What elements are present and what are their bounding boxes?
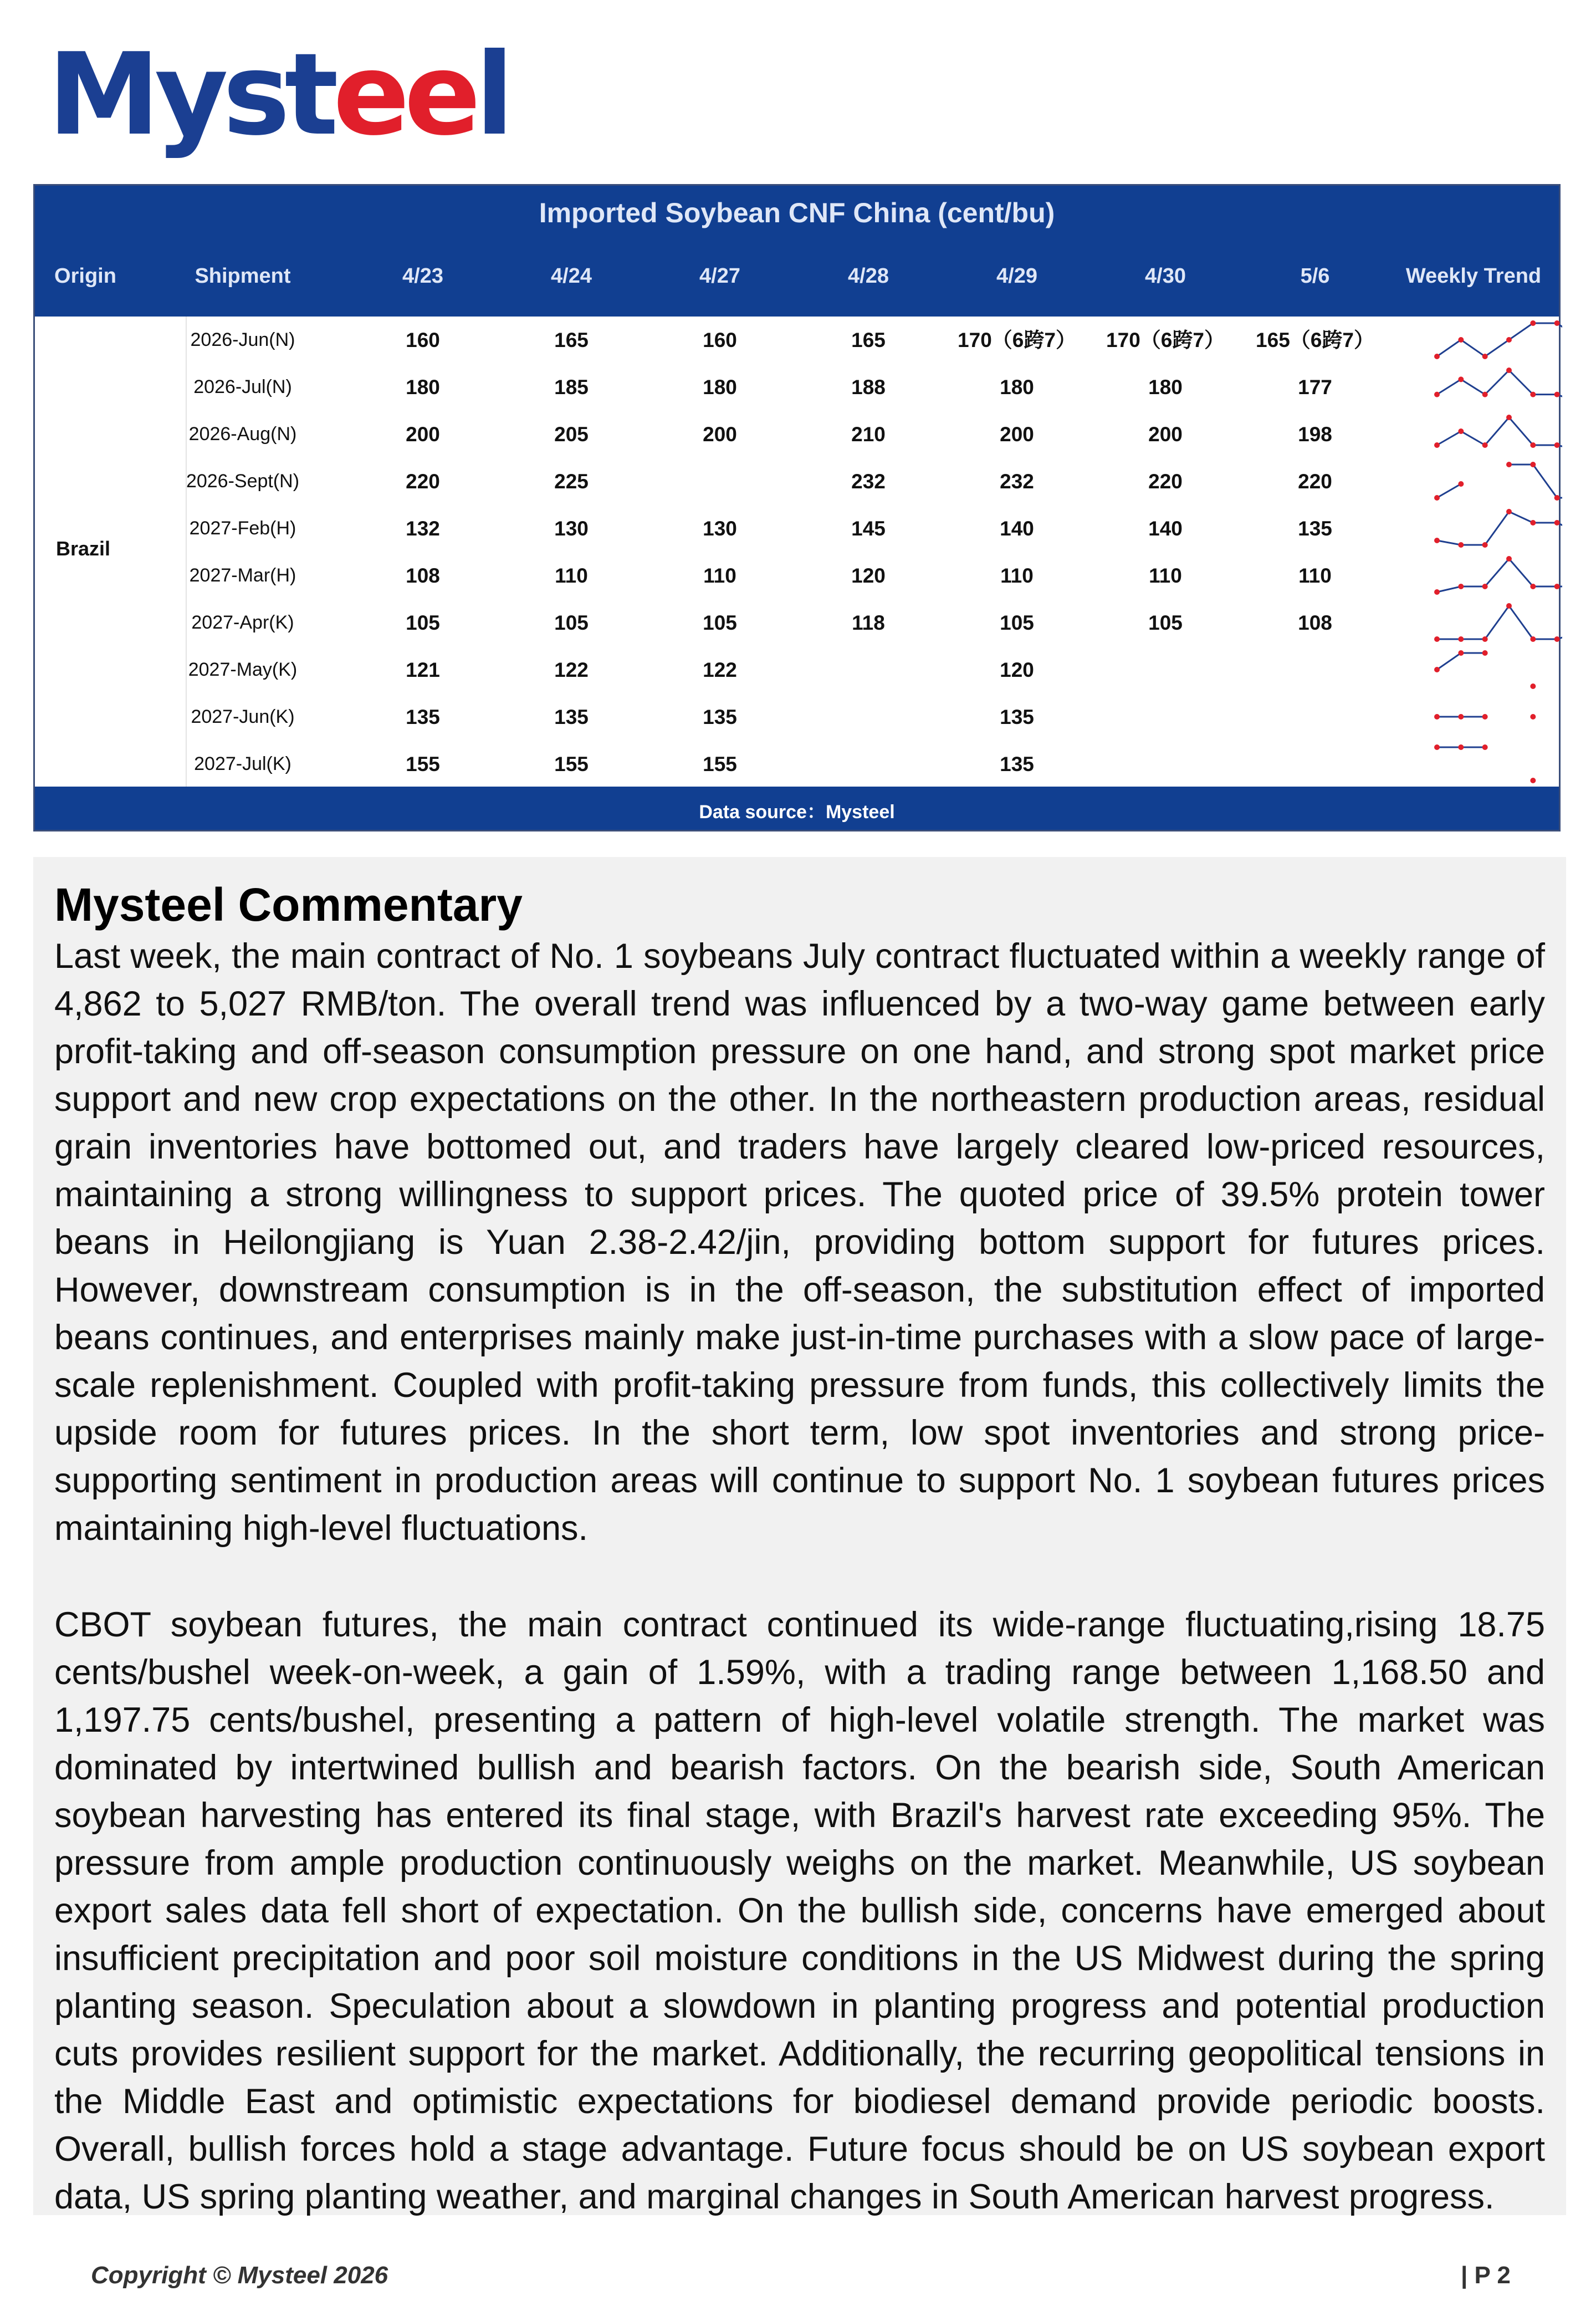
header-weekly-trend: Weekly Trend [1405,264,1542,288]
price-cell: 177 [1298,376,1332,399]
shipment-cell: 2026-Jul(N) [193,376,292,397]
trend-point [1434,354,1440,359]
trend-line [1437,484,1461,498]
trend-point [1434,667,1440,672]
weekly-trend-sparkline [35,411,1562,458]
trend-point [1530,442,1536,448]
header-date: 5/6 [1300,264,1330,288]
price-cell: 200 [1148,423,1183,446]
price-cell: 135 [406,706,440,728]
price-cell: 105 [1148,611,1183,634]
trend-point [1458,542,1464,548]
header-shipment: Shipment [195,264,291,288]
trend-point [1530,462,1536,467]
commentary-paragraph: CBOT soybean futures, the main contract continued its wide-range fluctuating,rising 18.75 cents/bushel week-on-week, a gain of 1.59%, with a trading range between 1,168.50 and 1,197.75 cents/bushel, presenting a pattern of high-level volatile strength. The market was dominated by intertwined bullish and bearish factors. On the bearish side, South American soybean harvesting has entered its final stage, with Brazil's harvest rate exceeding 95%. The pressure from ample production continuously weighs on the market. Meanwhile, US soybean export sales data fell short of expectation. On the bullish side, concerns have emerged about insufficient precipitation and poor soil moisture conditions in the US Midwest during the spring planting season. Speculation about a slowdown in planting progress and potential production cuts provides resilient support for the market. Additionally, the recurring geopolitical tensions in the Middle East and optimistic expectations for biodiesel demand provide periodic boosts. Overall, bullish forces hold a stage advantage. Future focus should be on US soybean export data, US spring planting weather, and marginal changes in South American harvest progress. [54,1605,1545,2216]
trend-point [1506,462,1512,467]
table-row [35,646,1559,693]
shipment-cell: 2026-Sept(N) [186,471,300,492]
table-row [35,693,1559,741]
price-cell: 110 [1149,564,1182,587]
trend-point [1506,337,1512,343]
price-cell: 110 [555,564,588,587]
trend-point [1458,744,1464,750]
price-cell: 135 [1000,706,1034,728]
trend-point [1506,509,1512,514]
table-title: Imported Soybean CNF China (cent/bu) [539,197,1055,228]
trend-point [1554,442,1560,448]
trend-point [1458,481,1464,487]
trend-line [1509,465,1562,498]
trend-point [1530,392,1536,397]
trend-line [1437,417,1562,451]
price-cell: 122 [703,659,737,681]
header-date: 4/29 [996,264,1037,288]
price-cell: 185 [554,376,589,399]
weekly-trend-sparkline [35,505,1562,552]
origin-brazil: Brazil [56,537,111,560]
price-cell: 135 [1000,753,1034,776]
price-cell: 198 [1298,423,1332,446]
trend-point [1506,556,1512,562]
table-row [35,599,1559,646]
shipment-cell: 2027-Jun(K) [191,706,295,727]
shipment-cell: 2027-Feb(H) [189,518,296,539]
price-cell: 110 [703,564,736,587]
trend-line [1437,512,1562,545]
commentary-section [33,857,1566,2215]
trend-point [1482,542,1488,548]
price-cell: 145 [851,517,886,540]
trend-point [1482,650,1488,656]
weekly-trend-sparkline [35,646,1562,693]
trend-point [1554,495,1560,501]
trend-point [1458,584,1464,589]
header-date: 4/23 [402,264,443,288]
price-cell: 105 [406,611,440,634]
commentary-paragraph: Last week, the main contract of No. 1 soybeans July contract fluctuated within a weekly range of 4,862 to 5,027 RMB/ton. The overall trend was influenced by a two-way game between early profit-taking and off-season consumption pressure on one hand, and strong spot market price support and new crop expectations on the other. In the northeastern production areas, residual grain inventories have bottomed out, and traders have largely cleared low-priced resources, maintaining a strong willingness to support prices. The quoted price of 39.5% protein tower beans in Heilongjiang is Yuan 2.38-2.42/jin, providing bottom support for futures prices. However, downstream consumption is in the off-season, the substitution effect of imported beans continues, and enterprises mainly make just-in-time purchases with a slow pace of large-scale replenishment. Coupled with profit-taking pressure from funds, this collectively limits the upside room for futures prices. In the short term, low spot inventories and strong price-supporting sentiment in production areas will continue to support No. 1 soybean futures prices maintaining high-level fluctuations. [54,937,1545,1548]
price-cell: 105 [703,611,737,634]
trend-point [1458,428,1464,434]
trend-point [1506,368,1512,373]
price-cell: 118 [852,611,885,634]
page-number: | P 2 [1461,2262,1511,2289]
copyright: Copyright © Mysteel 2026 [91,2262,388,2289]
price-cell: 105 [554,611,589,634]
shipment-cell: 2026-Aug(N) [188,424,297,445]
weekly-trend-sparkline [35,458,1562,505]
trend-point [1434,744,1440,750]
commentary-title: Mysteel Commentary [54,879,523,931]
price-cell: 132 [406,517,440,540]
price-cell: 225 [554,470,589,493]
trend-point [1506,603,1512,609]
trend-line [1437,559,1562,592]
price-cell: 170（6跨7） [958,329,1076,351]
price-cell: 205 [554,423,589,446]
trend-point [1530,714,1536,720]
trend-line [1437,323,1562,356]
shipment-cell: 2027-May(K) [188,659,298,680]
price-cell: 130 [554,517,589,540]
trend-point [1482,584,1488,589]
table-row [35,741,1559,788]
trend-point [1482,714,1488,720]
price-cell: 135 [703,706,737,728]
weekly-trend-sparkline [35,693,1562,741]
shipment-cell: 2027-Mar(H) [189,565,296,586]
trend-point [1554,636,1560,642]
header-origin: Origin [54,264,116,288]
trend-point [1482,354,1488,359]
table-row [35,505,1559,552]
price-cell: 165 [554,329,589,351]
trend-point [1530,584,1536,589]
price-cell: 165（6跨7） [1256,329,1374,351]
weekly-trend-sparkline [35,741,1562,788]
price-cell: 140 [1000,517,1034,540]
table-row [35,364,1559,411]
header-date: 4/27 [699,264,740,288]
trend-point [1434,714,1440,720]
price-cell: 140 [1148,517,1183,540]
price-cell: 170（6跨7） [1106,329,1225,351]
trend-point [1530,683,1536,689]
weekly-trend-sparkline [35,317,1562,364]
shipment-cell: 2027-Jul(K) [194,753,291,774]
weekly-trend-sparkline [35,599,1562,646]
trend-point [1482,392,1488,397]
trend-point [1458,714,1464,720]
price-cell: 110 [1298,564,1332,587]
data-source: Data source：Mysteel [699,802,895,823]
price-cell: 200 [406,423,440,446]
trend-point [1530,320,1536,326]
trend-point [1458,636,1464,642]
price-cell: 120 [1000,659,1034,681]
trend-point [1458,650,1464,656]
trend-point [1482,744,1488,750]
price-cell: 120 [851,564,886,587]
price-cell: 200 [1000,423,1034,446]
price-cell: 121 [406,659,440,681]
weekly-trend-sparkline [35,364,1562,411]
price-cell: 232 [1000,470,1034,493]
shipment-cell: 2026-Jun(N) [190,329,295,350]
price-cell: 155 [554,753,589,776]
trend-point [1530,636,1536,642]
price-cell: 105 [1000,611,1034,634]
price-cell: 180 [1000,376,1034,399]
table-row [35,552,1559,599]
price-cell: 180 [703,376,737,399]
price-cell: 160 [703,329,737,351]
table-footer [35,787,1559,830]
trend-line [1437,606,1562,639]
price-cell: 210 [851,423,886,446]
price-cell: 108 [406,564,440,587]
price-cell: 108 [1298,611,1332,634]
price-cell: 155 [406,753,440,776]
trend-point [1434,442,1440,448]
price-cell: 220 [406,470,440,493]
trend-point [1554,320,1560,326]
price-cell: 165 [851,329,886,351]
trend-point [1530,778,1536,783]
table-header [35,186,1559,317]
trend-point [1482,442,1488,448]
trend-point [1554,392,1560,397]
trend-point [1554,584,1560,589]
mysteel-logo: Myst ee l [48,29,509,161]
price-cell: 122 [554,659,589,681]
weekly-trend-sparkline [35,552,1562,599]
price-cell: 135 [1298,517,1332,540]
price-cell: 220 [1298,470,1332,493]
trend-point [1434,495,1440,501]
price-cell: 188 [851,376,886,399]
trend-point [1530,520,1536,526]
trend-point [1458,337,1464,343]
header-date: 4/30 [1145,264,1186,288]
trend-line [1437,370,1562,404]
trend-point [1458,376,1464,382]
trend-point [1434,392,1440,397]
price-cell: 155 [703,753,737,776]
price-cell: 232 [851,470,886,493]
header-date: 4/28 [848,264,889,288]
price-cell: 220 [1148,470,1183,493]
price-cell: 200 [703,423,737,446]
table-row [35,317,1559,364]
trend-point [1482,636,1488,642]
price-cell: 110 [1000,564,1034,587]
price-cell: 135 [554,706,589,728]
trend-point [1434,538,1440,543]
shipment-cell: 2027-Apr(K) [191,612,294,633]
price-cell: 180 [1148,376,1183,399]
price-cell: 160 [406,329,440,351]
trend-point [1434,589,1440,595]
trend-point [1554,520,1560,526]
price-cell: 130 [703,517,737,540]
header-date: 4/24 [551,264,592,288]
soybean-price-table [33,184,1561,831]
table-row [35,411,1559,458]
table-row [35,458,1559,505]
trend-point [1434,636,1440,642]
price-cell: 180 [406,376,440,399]
trend-point [1506,415,1512,420]
